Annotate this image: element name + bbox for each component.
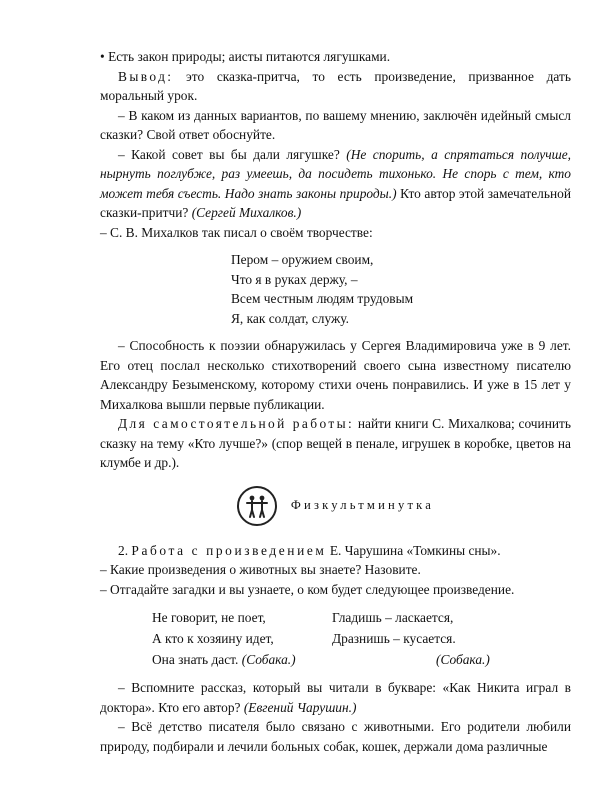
paragraph-conclusion [100, 67, 571, 106]
question-2-author: (Сергей Михалков.) [188, 205, 302, 220]
riddle-1-answer: (Собака.) [238, 652, 296, 667]
paragraph-quote-intro: – С. В. Михалков так писал о своём творчестве: [100, 224, 373, 240]
section-question-3: – Вспомните рассказ, который вы читали в букваре: «Как Никита играл в доктора». Кто его автор? [100, 680, 571, 715]
conclusion-text: это сказка-притча, то есть произведение, призванное дать моральный урок. [100, 68, 571, 103]
question-2-answer: (Не спорить, а спрятаться получше, нырнуть поглубже, раз умеешь, да посидеть тихонько. Не спорь с тем, кто может тебя съесть. Надо знать законы природы.) [100, 146, 571, 201]
task-label: Для самостоятельной работы: [118, 416, 355, 431]
section-label: Работа с произведением [131, 542, 327, 558]
physical-exercise-icon [237, 486, 277, 526]
task-text: найти книги С. Михалкова; сочинить сказку на тему «Кто лучше?» (спор вещей в пенале, игрушек в коробке, цветов на клумбе и др.). [100, 416, 571, 470]
section-heading [100, 541, 571, 561]
paragraph-question-1: – В каком из данных вариантов, по вашему мнению, заключён идейный смысл сказки? Свой ответ обоснуйте. [100, 107, 571, 142]
riddle-2-line: Дразнишь – кусается. [332, 631, 456, 646]
riddles [152, 607, 571, 670]
riddle-2-answer: (Собака.) [436, 652, 490, 667]
riddle-2-line: Гладишь – ласкается, [332, 610, 454, 625]
paragraph-section-question-1: – Какие произведения о животных вы знаете? Назовите. [100, 562, 421, 577]
exercise-break-title: Физкультминутка [290, 497, 435, 512]
poem-line: Всем честным людям трудовым [231, 291, 414, 306]
section-question-3-answer: (Евгений Чарушин.) [240, 699, 357, 715]
section-number: 2. [118, 542, 129, 558]
riddle-1-line: Не говорит, не поет, [152, 610, 266, 625]
text-column [100, 47, 571, 756]
section-work: Е. Чарушина «Томкины сны». [326, 542, 501, 558]
poem [231, 250, 571, 328]
conclusion-label: Вывод: [118, 68, 174, 84]
riddle-1-line: А кто к хозяину идет, [152, 631, 274, 646]
riddle-1-line: Она знать даст. [152, 652, 239, 667]
paragraph-section-biography: – Всё детство писателя было связано с животными. Его родители любили природу, подбирали и лечили больных собак, кошек, держали дома различные [100, 719, 571, 754]
paragraph-biography: – Способность к поэзии обнаружилась у Сергея Владимировича уже в 9 лет. Его отец послал несколько стихотворений своего сына известному писателю Александру Безыменскому, которому стихи очень понравились. И уже в 15 лет у Михалкова вышли первые публикации. [100, 338, 571, 412]
paragraph-question-2 [100, 145, 571, 223]
exercise-figures-glyph [244, 493, 270, 519]
poem-line: Пером – оружием своим, [231, 252, 374, 267]
riddle-1-last-line [152, 649, 332, 670]
paragraph-bullet [100, 47, 571, 67]
question-2-lead: – Какой совет вы бы дали лягушке? [118, 146, 340, 162]
paragraph-section-question-3 [100, 678, 571, 717]
paragraph-task [100, 414, 571, 473]
poem-line: Что я в руках держу, – [231, 271, 358, 287]
riddle-2-answer-line [332, 649, 532, 670]
poem-line: Я, как солдат, служу. [231, 310, 349, 326]
question-2-tail: Кто автор этой замечательной сказки-притчи? [100, 185, 571, 220]
bullet-mark: • [100, 49, 105, 64]
paragraph-section-question-2: – Отгадайте загадки и вы узнаете, о ком будет следующее произведение. [100, 581, 515, 597]
exercise-break [100, 483, 571, 529]
bullet-text: Есть закон природы; аисты питаются лягушками. [108, 49, 391, 64]
